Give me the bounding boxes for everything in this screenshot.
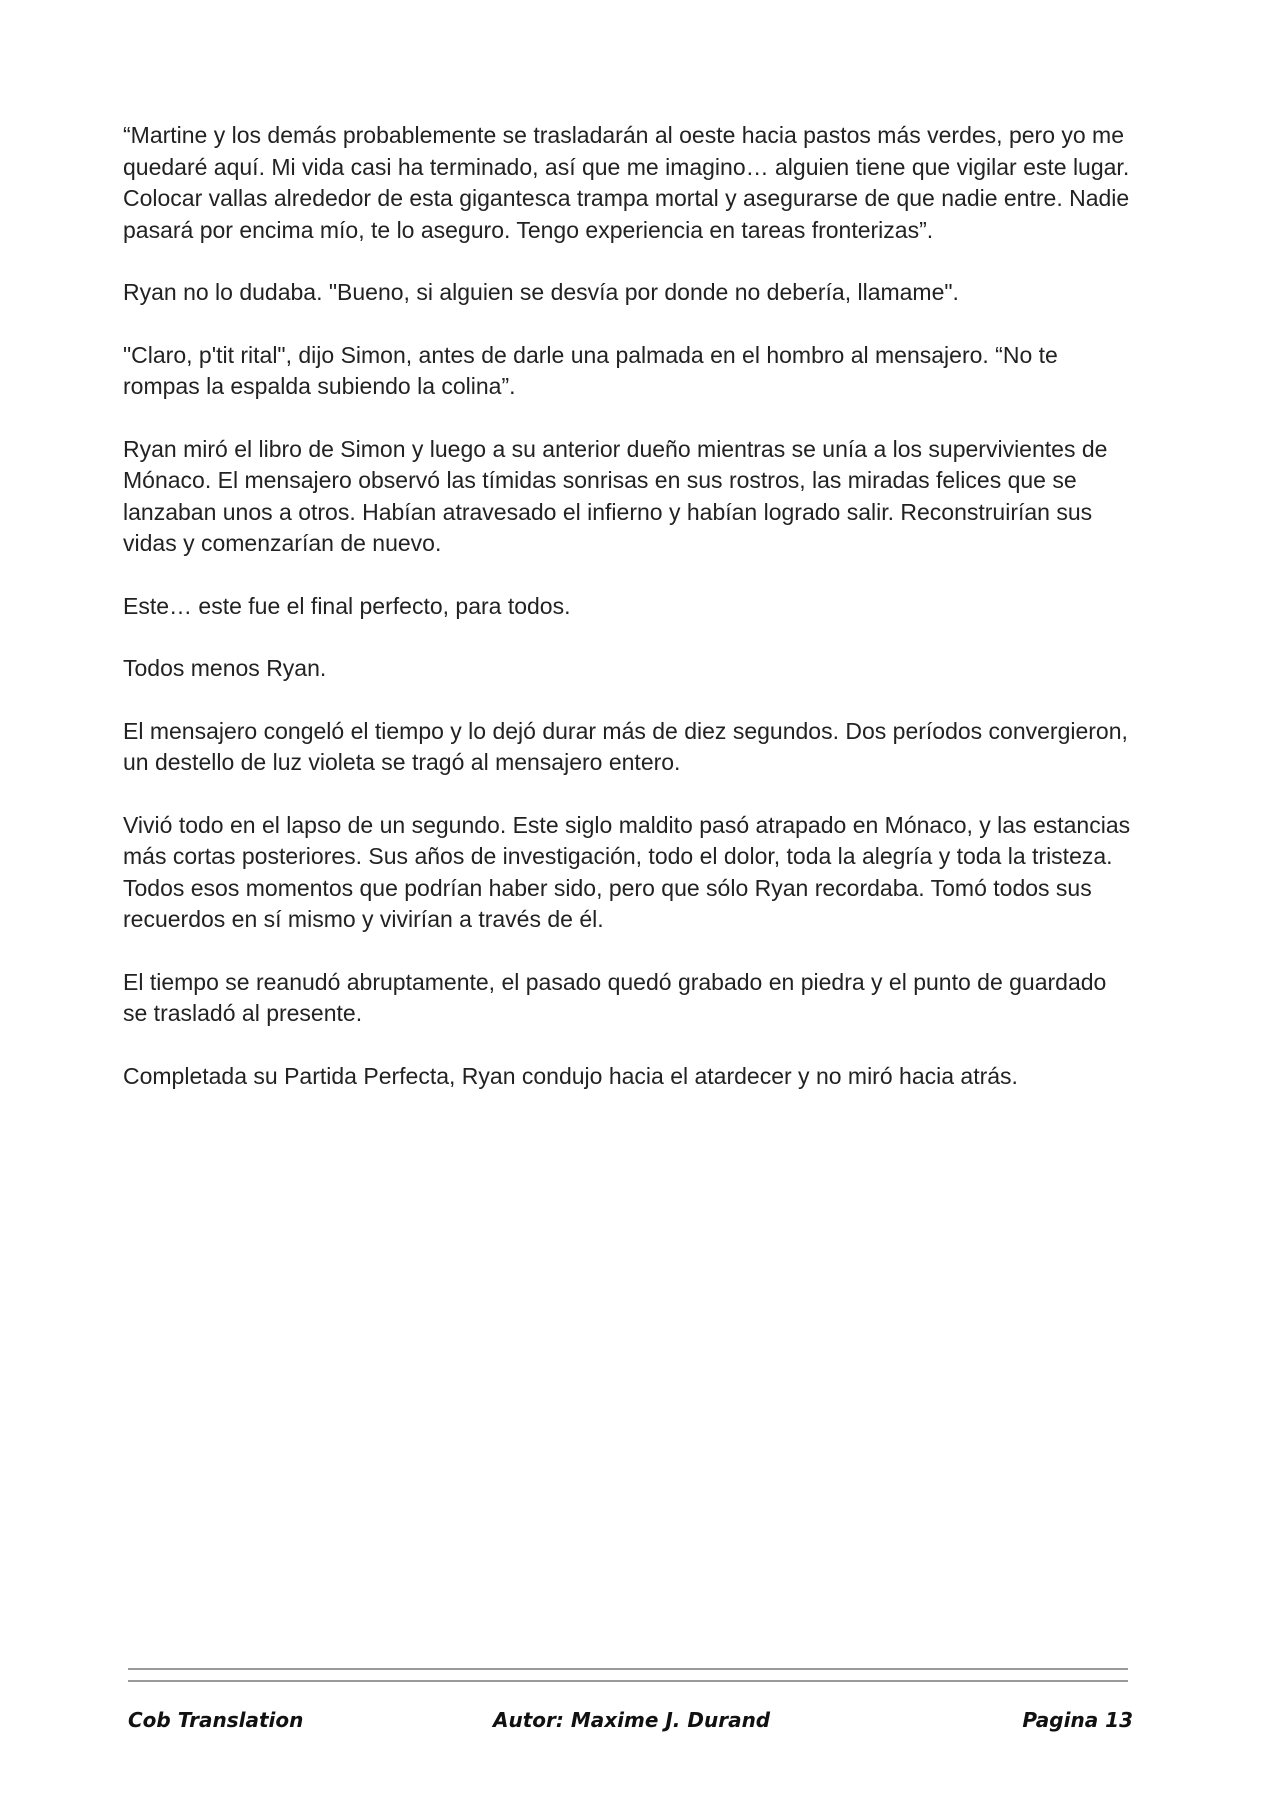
- footer-page-number: Pagina 13: [1022, 1708, 1133, 1732]
- paragraph-5: Este… este fue el final perfecto, para todos.: [123, 592, 571, 619]
- body-text: [123, 120, 1133, 1123]
- paragraph-1: “Martine y los demás probablemente se trasladarán al oeste hacia pastos más verdes, pero yo me quedaré aquí. Mi vida casi ha terminado, así que me imagino… alguien tiene que vigilar este lugar. Colocar vallas alrededor de esta gigantesca trampa mortal y asegurarse de que nadie entre. Nadie pasará por encima mío, te lo aseguro. Tengo experiencia en tareas fronterizas”.: [123, 122, 1130, 243]
- paragraph-4: Ryan miró el libro de Simon y luego a su anterior dueño mientras se unía a los supervivientes de Mónaco. El mensajero observó las tímidas sonrisas en sus rostros, las miradas felices que se lanzaban unos a otros. Habían atravesado el infierno y habían logrado salir. Reconstruirían sus vidas y comenzarían de nuevo.: [123, 435, 1108, 556]
- page-footer: [128, 1668, 1133, 1738]
- footer-rule-top: [128, 1668, 1128, 1670]
- paragraph-8: Vivió todo en el lapso de un segundo. Este siglo maldito pasó atrapado en Mónaco, y las estancias más cortas posteriores. Sus años de investigación, todo el dolor, toda la alegría y toda la tristeza. Todos esos momentos que podrían haber sido, pero que sólo Ryan recordaba. Tomó todos sus recuerdos en sí mismo y vivirían a través de él.: [123, 811, 1131, 932]
- paragraph-7: El mensajero congeló el tiempo y lo dejó durar más de diez segundos. Dos períodos convergieron, un destello de luz violeta se tragó al mensajero entero.: [123, 717, 1128, 775]
- footer-row: [128, 1708, 1133, 1738]
- paragraph-9: El tiempo se reanudó abruptamente, el pasado quedó grabado en piedra y el punto de guardado se trasladó al presente.: [123, 968, 1107, 1026]
- paragraph-6: Todos menos Ryan.: [123, 655, 327, 681]
- paragraph-10: Completada su Partida Perfecta, Ryan condujo hacia el atardecer y no miró hacia atrás.: [123, 1062, 1018, 1089]
- footer-rule-bottom: [128, 1680, 1128, 1682]
- footer-translator: Cob Translation: [128, 1708, 304, 1732]
- paragraph-3: "Claro, p'tit rital", dijo Simon, antes de darle una palmada en el hombro al mensajero. “No te rompas la espalda subiendo la colina”.: [123, 341, 1058, 399]
- paragraph-2: Ryan no lo dudaba. "Bueno, si alguien se desvía por donde no debería, llamame".: [123, 279, 959, 305]
- footer-author: Autor: Maxime J. Durand: [493, 1708, 771, 1732]
